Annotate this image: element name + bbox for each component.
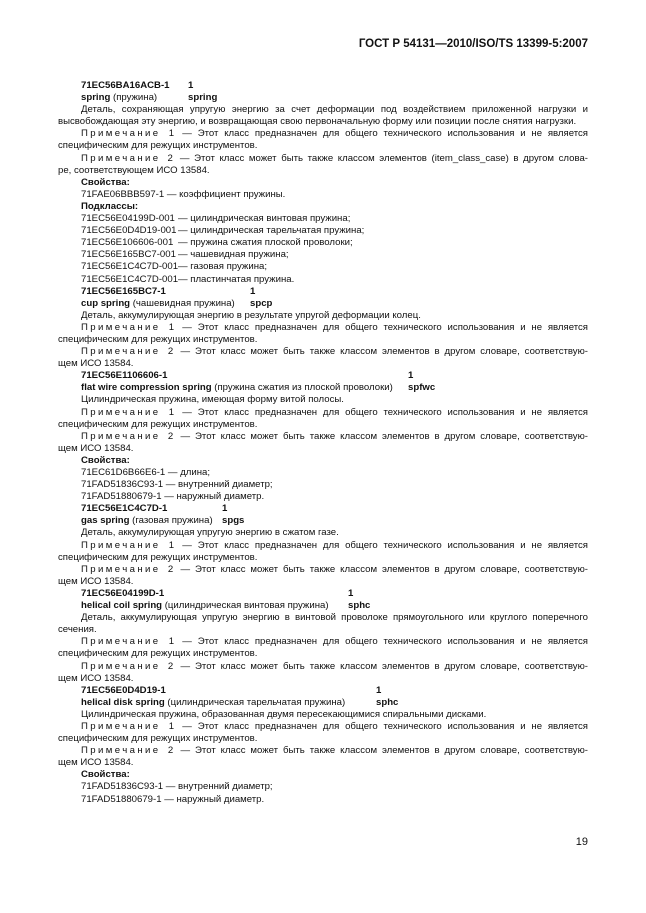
page-number: 19 — [575, 836, 588, 848]
property-item: 71FAE06BBB597-1 — коэффициент пружины. — [81, 188, 286, 200]
property-item: 71FAD51836C93-1 — внутренний диаметр; — [81, 479, 273, 491]
note-2: Примечание 2 — Этот класс может быть также классом элементов в другом словаре, соответствую- — [81, 563, 588, 575]
note-1-cont: специфическим для режущих инструментов. — [58, 733, 258, 745]
note-2: Примечание 2 — Этот класс может быть также классом элементов в другом словаре, соответствую- — [81, 660, 588, 672]
note-2: Примечание 2 — Этот класс может быть также классом элементов в другом словаре, соответствую- — [81, 430, 588, 442]
definition: Цилиндрическая пружина, имеющая форму витой полосы. — [81, 394, 344, 406]
class-abbr: spgs — [222, 515, 245, 527]
class-code-line — [58, 286, 588, 298]
note-2-cont: щем ИСО 13584. — [58, 442, 134, 454]
class-code: 71EC56E1C4C7D-1 — [81, 503, 168, 515]
definition: Деталь, сохраняющая упругую энергию за счет деформации под воздействием приложенной нагрузки и — [81, 104, 588, 116]
subclass-item: 71EC56E106606-001 — пружина сжатия плоской проволоки; — [81, 237, 353, 249]
document-body — [58, 80, 588, 806]
class-name: helical disk spring — [81, 696, 165, 708]
note-1: Примечание 1 — Этот класс предназначен для общего технического использования и не является — [81, 636, 588, 648]
class-level: 1 — [222, 503, 228, 515]
class-code: 71EC56E0D4D19-1 — [81, 684, 166, 696]
class-name-line — [58, 92, 588, 104]
definition: Деталь, аккумулирующая упругую энергию в сжатом газе. — [81, 527, 339, 539]
properties-title: Свойства: — [81, 769, 130, 781]
definition: Деталь, аккумулирующая упругую энергию в винтовой проволоке прямоугольного или круглого поперечного — [81, 612, 588, 624]
note-1-cont: специфическим для режущих инструментов. — [58, 648, 258, 660]
class-abbr: sphc — [348, 600, 371, 612]
note-1: Примечание 1 — Этот класс предназначен для общего технического использования и не является — [81, 406, 588, 418]
class-level: 1 — [348, 587, 354, 599]
class-level: 1 — [408, 370, 414, 382]
note-1: Примечание 1 — Этот класс предназначен для общего технического использования и не является — [81, 128, 588, 140]
class-name-line — [58, 298, 588, 310]
class-name-ru: (цилиндрическая винтовая пружина) — [162, 600, 329, 612]
definition-cont: высвобождающая эту энергию, и возвращающая свою первоначальную форму или позиции после снятия нагрузки. — [58, 116, 577, 128]
class-code: 71EC56E1106606-1 — [81, 370, 168, 382]
class-code-line — [58, 80, 588, 92]
definition: Цилиндрическая пружина, образованная двумя пересекающимися спиральными дисками. — [81, 708, 487, 720]
class-name: spring — [81, 92, 111, 104]
class-abbr: sphc — [376, 696, 399, 708]
class-level: 1 — [188, 80, 194, 91]
class-abbr: spring — [188, 92, 218, 104]
note-1-cont: специфическим для режущих инструментов. — [58, 333, 258, 345]
property-item: 71EC61D6B66E6-1 — длина; — [81, 467, 211, 478]
property-item: 71FAD51836C93-1 — внутренний диаметр; — [81, 781, 273, 793]
class-code: 71EC56E165BC7-1 — [81, 285, 166, 297]
class-name-ru: (пружина сжатия из плоской проволоки) — [211, 382, 393, 394]
subclass-item: 71EC56E165BC7-001 — чашевидная пружина; — [81, 249, 289, 261]
note-2-cont: щем ИСО 13584. — [58, 757, 134, 769]
class-abbr: spfwc — [408, 382, 436, 394]
note-2-cont: щем ИСО 13584. — [58, 358, 134, 370]
class-code: 71EC56E04199D-1 — [81, 587, 165, 599]
class-code-line — [58, 370, 588, 382]
class-name-ru: (газовая пружина) — [129, 515, 213, 527]
class-name: helical coil spring — [81, 600, 163, 612]
properties-title: Свойства: — [81, 454, 130, 466]
class-code-line — [58, 503, 588, 515]
note-2-cont: щем ИСО 13584. — [58, 575, 134, 587]
class-name-line — [58, 382, 588, 394]
class-name-ru: (цилиндрическая тарельчатая пружина) — [164, 696, 346, 708]
class-name-line — [58, 515, 588, 527]
note-2: Примечание 2 — Этот класс может быть также классом элементов в другом словаре, соответствую- — [81, 745, 588, 757]
property-item: 71FAD51880679-1 — наружный диаметр. — [81, 491, 265, 503]
properties-title: Свойства: — [81, 176, 130, 188]
class-name-line — [58, 697, 588, 709]
subclass-item: 71EC56E04199D-001 — цилиндрическая винтовая пружина; — [81, 213, 351, 225]
page-header: ГОСТ Р 54131—2010/ISO/TS 13399-5:2007 — [358, 38, 588, 50]
note-1-cont: специфическим для режущих инструментов. — [58, 140, 258, 152]
subclass-item: 71EC56E0D4D19-001 — цилиндрическая тарельчатая пружина; — [81, 225, 365, 237]
class-name: cup spring — [81, 297, 131, 309]
definition: Деталь, аккумулирующая энергию в результате упругой деформации колец. — [81, 309, 421, 321]
note-2: Примечание 2 — Этот класс может быть также классом элементов в другом словаре, соответствую- — [81, 346, 588, 358]
class-name-ru: (чашевидная пружина) — [130, 297, 235, 309]
class-name: flat wire compression spring — [81, 382, 212, 394]
note-1: Примечание 1 — Этот класс предназначен для общего технического использования и не является — [81, 539, 588, 551]
note-1: Примечание 1 — Этот класс предназначен для общего технического использования и не является — [81, 720, 588, 732]
class-abbr: spcp — [250, 297, 273, 309]
property-item: 71FAD51880679-1 — наружный диаметр. — [81, 793, 265, 805]
note-1: Примечание 1 — Этот класс предназначен для общего технического использования и не является — [81, 321, 588, 333]
note-2-cont: щем ИСО 13584. — [58, 672, 134, 684]
class-code: 71EC56BA16ACB-1 — [81, 80, 170, 91]
subclass-item: 71EC56E1C4C7D-001— газовая пружина; — [81, 261, 267, 273]
note-2-cont: ре, соответствующем ИСО 13584. — [58, 164, 210, 176]
class-name-line — [58, 600, 588, 612]
note-1-cont: специфическим для режущих инструментов. — [58, 418, 258, 430]
class-level: 1 — [376, 684, 382, 696]
subclasses-title: Подклассы: — [81, 200, 139, 212]
note-1-cont: специфическим для режущих инструментов. — [58, 551, 258, 563]
class-name-ru: (пружина) — [110, 92, 158, 104]
subclass-item: 71EC56E1C4C7D-001— пластинчатая пружина. — [81, 273, 295, 285]
class-level: 1 — [250, 285, 256, 297]
note-2: Примечание 2 — Этот класс может быть также классом элементов (item_class_case) в другом слова- — [81, 152, 588, 164]
class-name: gas spring — [81, 515, 130, 527]
definition-cont: сечения. — [58, 624, 97, 636]
class-code-line — [58, 588, 588, 600]
class-code-line — [58, 685, 588, 697]
